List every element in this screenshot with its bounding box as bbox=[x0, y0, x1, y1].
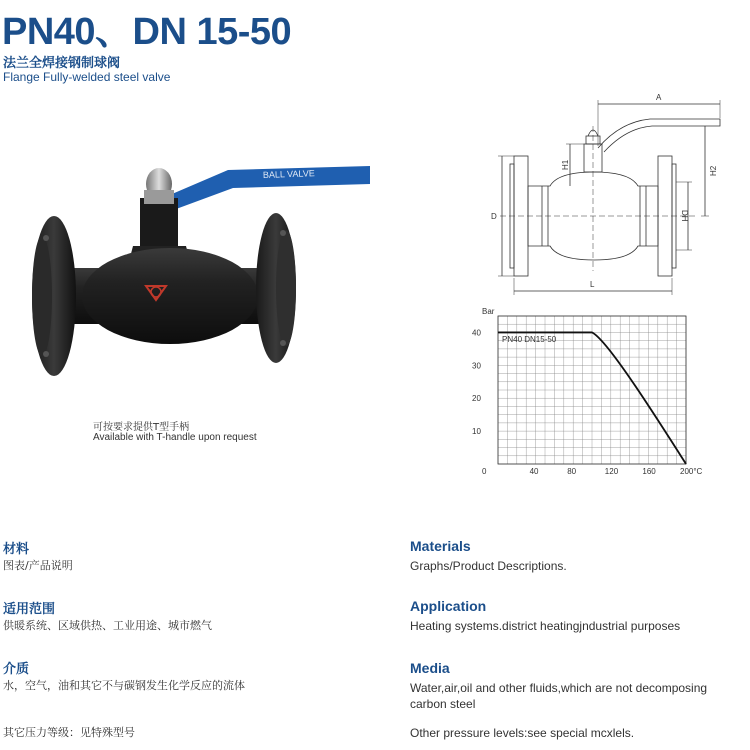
en-section-text: Water,air,oil and other fluids,which are not decomposing bbox=[410, 681, 708, 695]
dim-label-d: D bbox=[491, 212, 497, 221]
cn-section-heading: 介质 bbox=[3, 662, 30, 677]
subtitle-english: Flange Fully-welded steel valve bbox=[3, 70, 171, 84]
x-tick-label: 160 bbox=[642, 467, 656, 476]
dim-label-a: A bbox=[656, 93, 662, 102]
en-section-heading: Materials bbox=[410, 538, 471, 554]
cn-section-heading: 材料 bbox=[3, 542, 30, 557]
dim-label-l: L bbox=[590, 280, 595, 289]
valve-body bbox=[82, 248, 258, 344]
x-tick-label: 120 bbox=[604, 467, 619, 476]
pressure-temperature-chart bbox=[466, 302, 706, 480]
dimension-drawing bbox=[480, 86, 730, 301]
en-section-text: Other pressure levels:see special mcxlels. bbox=[410, 726, 635, 740]
dim-label-h1: H1 bbox=[561, 159, 570, 170]
page-title: PN40、DN 15-50 bbox=[2, 11, 292, 53]
cn-section-heading: 适用范围 bbox=[3, 602, 56, 617]
cn-section-text: 供暖系统、区域供热、工业用途、城市燃气 bbox=[3, 619, 212, 632]
cn-section-text: 水，空气，油和其它不与碳钢发生化学反应的流体 bbox=[3, 679, 245, 692]
dim-label-dh: DH bbox=[680, 210, 689, 222]
x-tick-label: 200°C bbox=[680, 467, 703, 476]
valve-photo bbox=[28, 128, 373, 398]
en-section-heading: Media bbox=[410, 660, 450, 676]
y-tick-label: 10 bbox=[472, 427, 481, 437]
chart-legend: PN40 DN15-50 bbox=[502, 335, 557, 344]
en-section-text: Heating systems.district heatingjndustrial purposes bbox=[410, 619, 681, 633]
en-section-text: carbon steel bbox=[410, 697, 476, 711]
x-tick-label: 80 bbox=[567, 467, 577, 476]
cn-section-text: 图表/产品说明 bbox=[3, 559, 73, 572]
x-tick-label: 40 bbox=[529, 467, 539, 476]
en-section-heading: Application bbox=[410, 598, 487, 614]
cn-section-text: 其它压力等级：见特殊型号 bbox=[3, 726, 135, 739]
subtitle-chinese: 法兰全焊接钢制球阀 bbox=[3, 56, 121, 71]
handle-label: BALL VALVE bbox=[262, 168, 315, 180]
en-section-text: Graphs/Product Descriptions. bbox=[410, 559, 567, 573]
caption-chinese: 可按要求提供T型手柄 bbox=[93, 422, 190, 433]
y-tick-label: 20 bbox=[472, 394, 481, 404]
y-tick-label: 40 bbox=[472, 328, 481, 338]
dim-label-h2: H2 bbox=[709, 165, 718, 176]
chart-ylabel: Bar bbox=[482, 307, 495, 316]
y-tick-label: 30 bbox=[472, 361, 481, 371]
caption-english: Available with T-handle upon request bbox=[93, 432, 257, 443]
x-tick-label: 0 bbox=[482, 467, 487, 476]
